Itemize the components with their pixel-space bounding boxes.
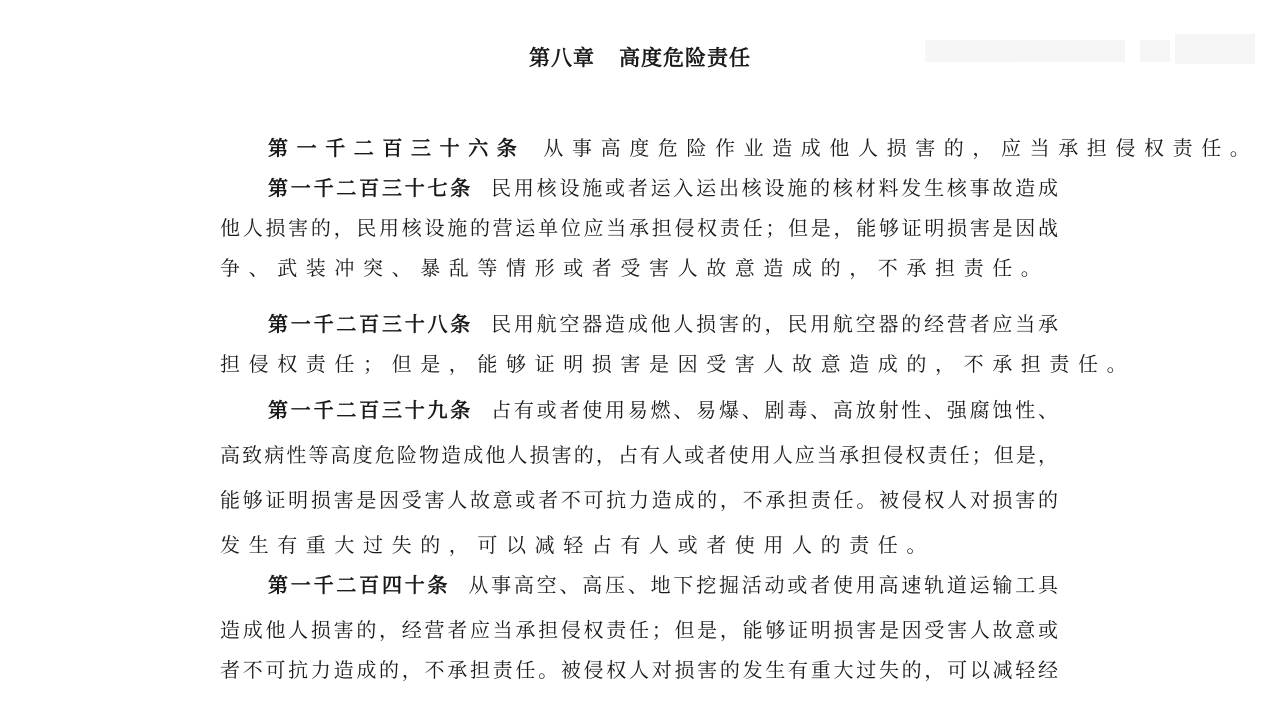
article-label: 第一千二百三十六条 [268, 136, 526, 160]
article-label: 第一千二百四十条 [268, 573, 451, 597]
article-line [268, 310, 1058, 338]
article-text: 民用航空器造成他人损害的，民用航空器的经营者应当承 [491, 312, 1059, 336]
article-text: 从事高空、高压、地下挖掘活动或者使用高速轨道运输工具 [468, 573, 1059, 597]
article-line [268, 571, 1058, 599]
article-text: 高致病性等高度危险物造成他人损害的，占有人或者使用人应当承担侵权责任；但是， [220, 443, 1058, 467]
article-line [220, 531, 1058, 559]
article-line [268, 174, 1058, 202]
article-text: 能够证明损害是因受害人故意或者不可抗力造成的，不承担责任。被侵权人对损害的 [220, 488, 1058, 512]
article-text: 发生有重大过失的，可以减轻占有人或者使用人的责任。 [220, 533, 935, 557]
article-text: 占有或者使用易燃、易爆、剧毒、高放射性、强腐蚀性、 [491, 398, 1059, 422]
article-line [220, 616, 1058, 644]
article-line [220, 350, 1136, 378]
chapter-name: 高度危险责任 [619, 46, 751, 70]
article-text: 民用核设施或者运入运出核设施的核材料发生核事故造成 [491, 176, 1059, 200]
article-line [220, 254, 1058, 282]
article-text: 造成他人损害的，经营者应当承担侵权责任；但是，能够证明损害是因受害人故意或 [220, 618, 1058, 642]
chapter-number: 第八章 [529, 46, 595, 70]
article-text: 从事高度危险作业造成他人损害的，应当承担侵权责任。 [543, 136, 1259, 160]
article-text: 争、武装冲突、暴乱等情形或者受害人故意造成的，不承担责任。 [220, 256, 1050, 280]
video-watermark [925, 34, 1255, 68]
article-text: 担侵权责任；但是，能够证明损害是因受害人故意造成的，不承担责任。 [220, 352, 1136, 376]
article-text: 他人损害的，民用核设施的营运单位应当承担侵权责任；但是，能够证明损害是因战 [220, 216, 1058, 240]
article-label: 第一千二百三十八条 [268, 312, 474, 336]
article-line [268, 134, 1259, 162]
article-text: 者不可抗力造成的，不承担责任。被侵权人对损害的发生有重大过失的，可以减轻经 [220, 658, 1058, 682]
article-line [220, 441, 1058, 469]
article-line [268, 396, 1058, 424]
article-line [220, 486, 1058, 514]
article-label: 第一千二百三十七条 [268, 176, 474, 200]
article-line [220, 214, 1058, 242]
article-label: 第一千二百三十九条 [268, 398, 474, 422]
article-line [220, 656, 1058, 684]
